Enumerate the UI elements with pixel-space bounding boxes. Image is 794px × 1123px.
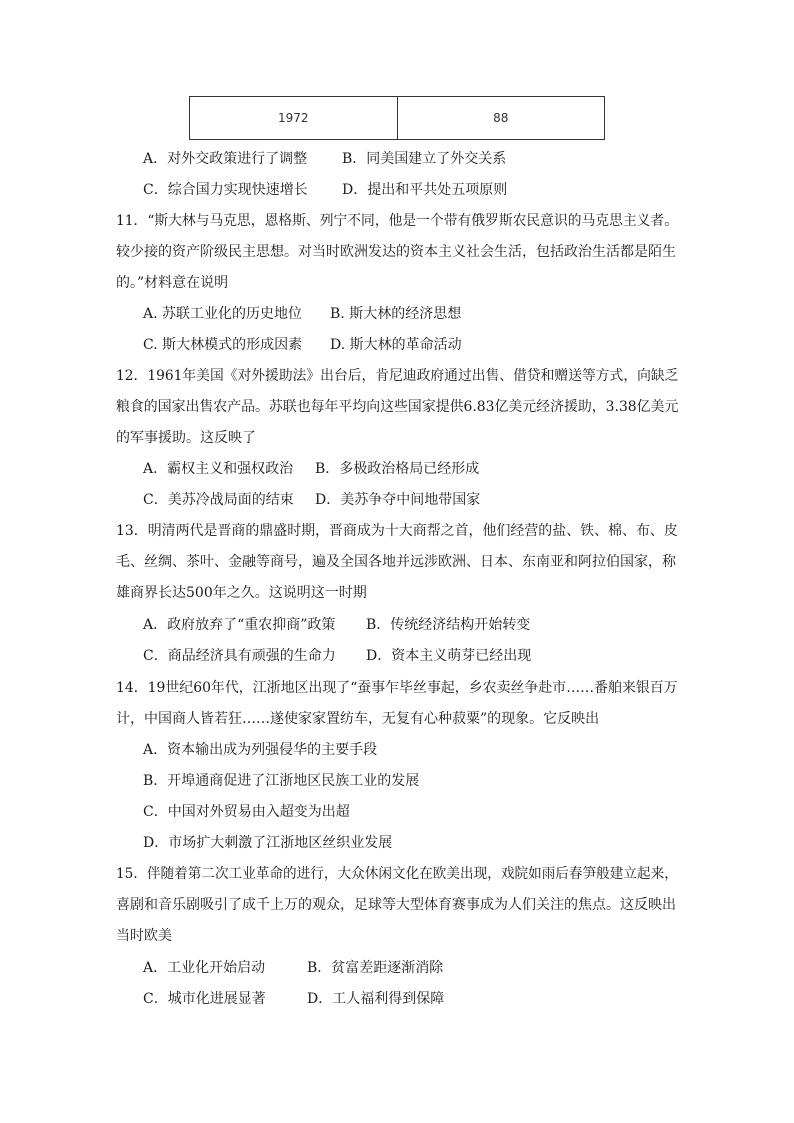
q15-stem-line-3: 当时欧美: [116, 928, 172, 944]
q11-stem-line-3: 的。”材料意在说明: [116, 275, 229, 291]
q15-option-b: B．贫富差距逐渐消除: [307, 960, 444, 976]
q12-stem-line-1: 12．1961年美国《对外援助法》出台后，肯尼迪政府通过出售、借贷和赠送等方式，向缺乏: [116, 368, 679, 384]
q14-option-b: B．开埠通商促进了江浙地区民族工业的发展: [143, 773, 420, 789]
q12-stem-line-2: 粮食的国家出售农产品。苏联也每年平均向这些国家提供6.83亿美元经济援助，3.38亿美元: [116, 399, 679, 415]
q14-option-c: C．中国对外贸易由入超变为出超: [143, 804, 350, 820]
q15-stem-line-1: 15．伴随着第二次工业革命的进行，大众休闲文化在欧美出现，戏院如雨后春笋般建立起来，: [116, 866, 678, 882]
q11-option-a: A. 苏联工业化的历史地位: [143, 306, 303, 322]
q14-option-a: A．资本输出成为列强侵华的主要手段: [143, 742, 378, 758]
q13-option-d: D．资本主义萌芽已经出现: [366, 648, 532, 664]
q11-option-d: D. 斯大林的革命活动: [330, 337, 462, 353]
q13-stem-line-1: 13．明清两代是晋商的鼎盛时期，晋商成为十大商帮之首，他们经营的盐、铁、棉、布、皮: [116, 523, 678, 539]
q11-option-b: B. 斯大林的经济思想: [330, 306, 462, 322]
q12-option-a: A．霸权主义和强权政治: [143, 461, 294, 477]
q15-option-c: C．城市化进展显著: [143, 991, 266, 1007]
q12-option-c: C．美苏冷战局面的结束: [143, 492, 294, 508]
q14-stem-line-2: 计，中国商人皆若狂……遂使家家置纺车，无复有心种菽粟”的现象。它反映出: [116, 711, 600, 727]
data-table-fragment: [189, 96, 605, 140]
q10-option-a: A．对外交政策进行了调整: [143, 151, 308, 167]
table-cell-year: 1972: [190, 97, 398, 140]
q13-stem-line-3: 雄商界长达500年之久。这说明这一时期: [116, 585, 367, 601]
q10-option-c: C．综合国力实现快速增长: [143, 182, 308, 198]
q13-option-a: A．政府放弃了“重农抑商”政策: [143, 617, 336, 633]
q12-option-b: B．多极政治格局已经形成: [315, 461, 480, 477]
table-cell-value: 88: [397, 97, 605, 140]
q14-stem-line-1: 14．19世纪60年代，江浙地区出现了“蚕事乍毕丝事起，乡农卖丝争赴市……番舶来银百万: [116, 680, 678, 696]
q11-stem-line-1: 11．“斯大林与马克思，恩格斯、列宁不同，他是一个带有俄罗斯农民意识的马克思主义者。: [116, 213, 678, 229]
q13-stem-line-2: 毛、丝绸、茶叶、金融等商号，遍及全国各地并远涉欧洲、日本、东南亚和阿拉伯国家，称: [116, 554, 676, 570]
q15-option-a: A．工业化开始启动: [143, 960, 266, 976]
q11-option-c: C. 斯大林模式的形成因素: [143, 337, 303, 353]
q10-option-b: B．同美国建立了外交关系: [342, 151, 507, 167]
q15-stem-line-2: 喜剧和音乐剧吸引了成千上万的观众，足球等大型体育赛事成为人们关注的焦点。这反映出: [116, 897, 676, 913]
q11-stem-line-2: 较少接的资产阶级民主思想。对当时欧洲发达的资本主义社会生活，包括政治生活都是陌生: [116, 244, 676, 260]
q12-stem-line-3: 的军事援助。这反映了: [116, 430, 256, 446]
q13-option-b: B．传统经济结构开始转变: [366, 617, 531, 633]
q14-option-d: D．市场扩大刺激了江浙地区丝织业发展: [143, 835, 393, 851]
q12-option-d: D．美苏争夺中间地带国家: [315, 492, 481, 508]
q13-option-c: C．商品经济具有顽强的生命力: [143, 648, 336, 664]
q15-option-d: D．工人福利得到保障: [307, 991, 445, 1007]
q10-option-d: D．提出和平共处五项原则: [342, 182, 508, 198]
table-row: [190, 97, 605, 140]
